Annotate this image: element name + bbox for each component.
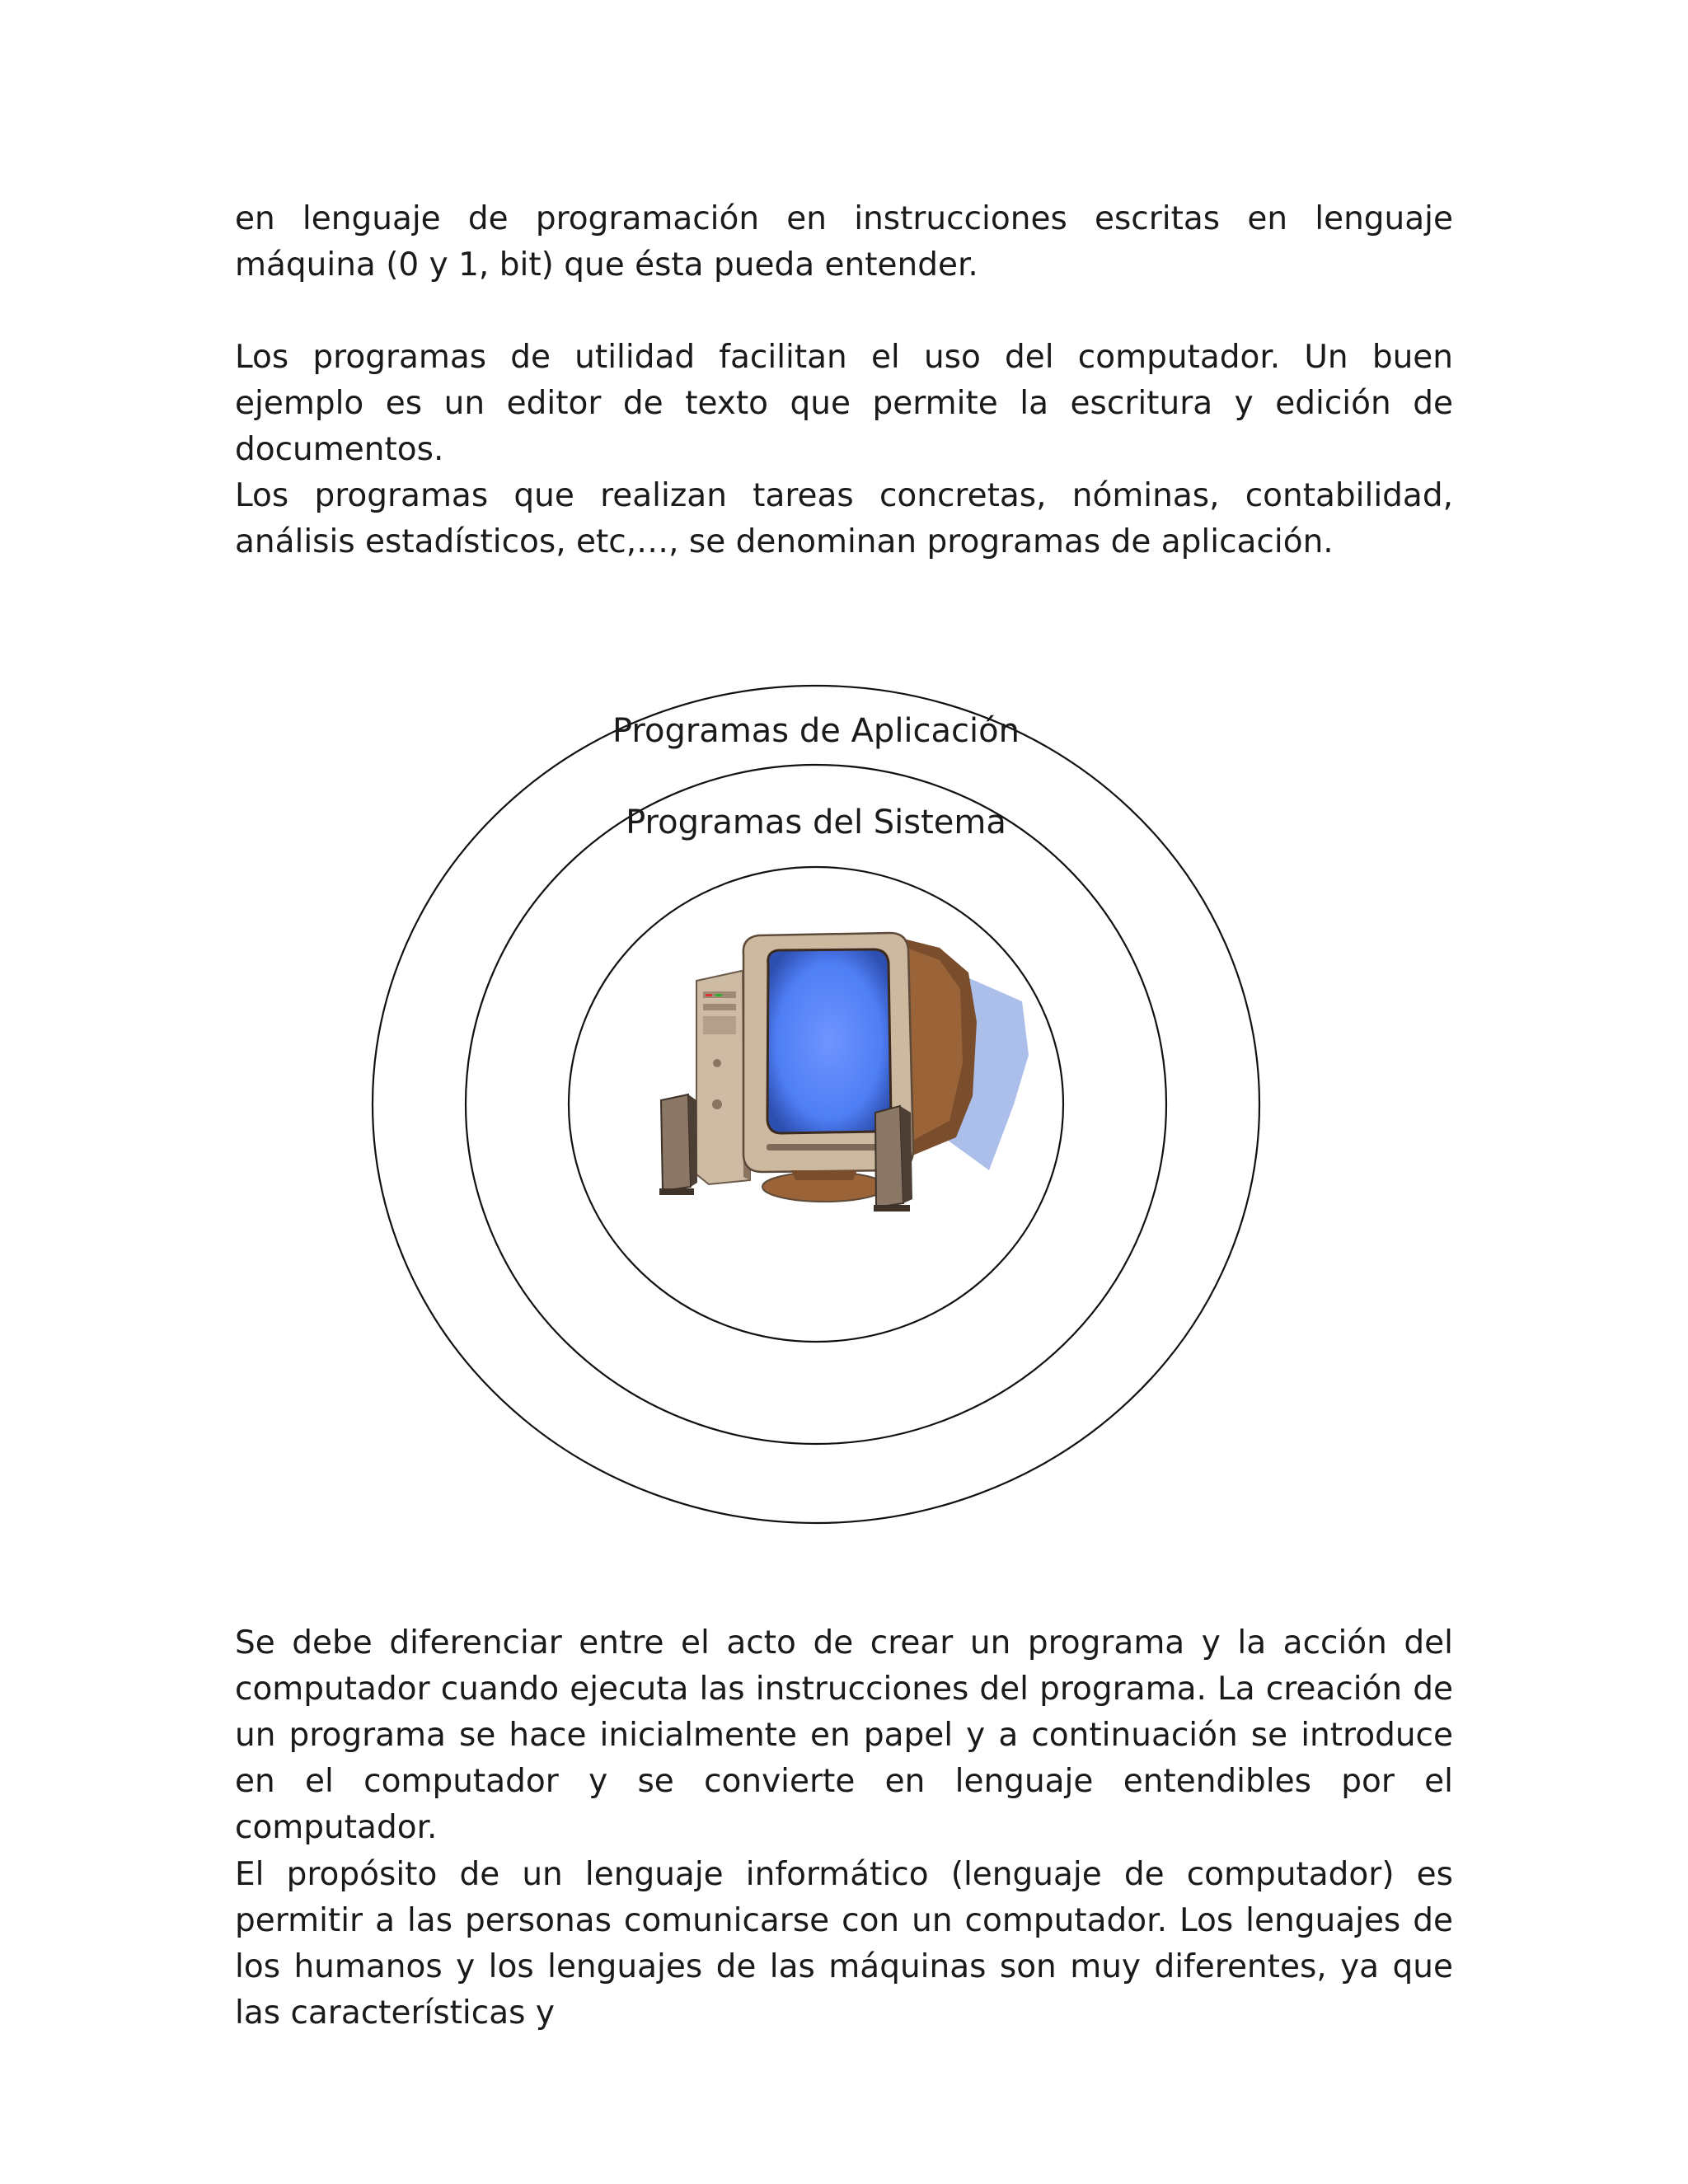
paragraph-language-purpose: El propósito de un lenguaje informático (lenguaje de computador) es permitir a las personas comunicarse con un computador. Los lenguajes de los humanos y los lenguajes de las máquinas son muy diferentes, ya que las características y <box>235 1856 1453 2032</box>
software-layers-diagram <box>363 676 1269 1533</box>
right-speaker <box>875 1106 903 1207</box>
paragraph-application-programs: Los programas que realizan tareas concretas, nóminas, contabilidad, análisis estadísticos, etc,…, se denominan programas de aplicación. <box>235 477 1453 560</box>
desktop-computer-icon <box>659 933 1029 1212</box>
left-speaker <box>661 1094 691 1191</box>
application-programs-label: Programas de Aplicación <box>612 712 1020 750</box>
system-programs-label: Programas del Sistema <box>626 804 1006 841</box>
paragraph-machine-language: en lenguaje de programación en instrucciones escritas en lenguaje máquina (0 y 1, bit) que ésta pueda entender. <box>235 200 1453 284</box>
monitor-screen <box>767 949 891 1133</box>
paragraph-create-vs-execute: Se debe diferenciar entre el acto de crear un programa y la acción del computador cuando ejecuta las instrucciones del programa. La creación de un programa se hace inicialmente en papel y a continuación se introduce en el computador y se convierte en lenguaje entendibles por el computador. <box>235 1624 1453 1846</box>
paragraph-utility-programs: Los programas de utilidad facilitan el uso del computador. Un buen ejemplo es un editor de texto que permite la escritura y edición de documentos. <box>235 339 1453 468</box>
tower-case <box>696 971 750 1184</box>
